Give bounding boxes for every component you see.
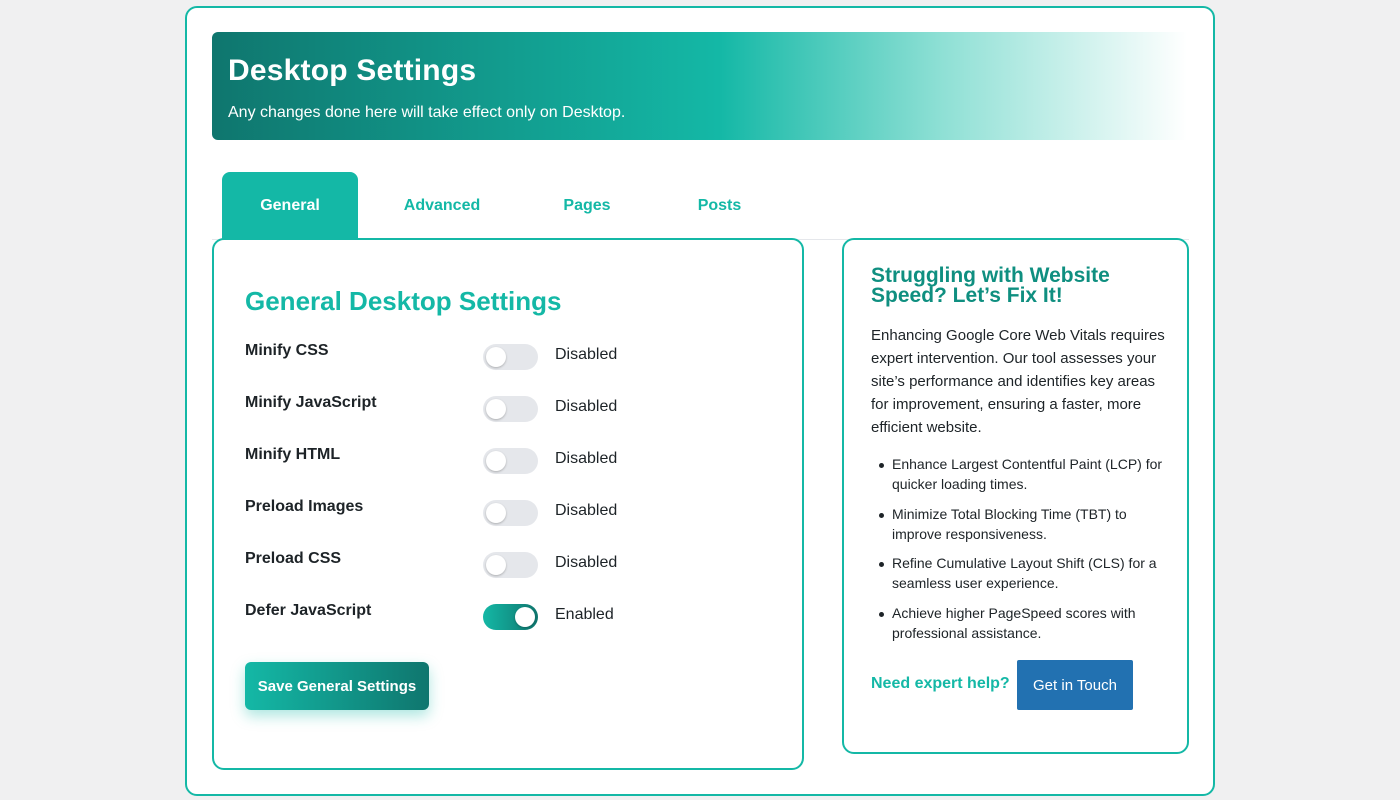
setting-row-preload-images (245, 498, 765, 534)
preload-images-toggle[interactable] (483, 500, 538, 526)
list-item: Enhance Largest Contentful Paint (LCP) for quicker loading times. (871, 454, 1171, 494)
setting-row-minify-html (245, 446, 765, 482)
promo-intro: Enhancing Google Core Web Vitals requires expert intervention. Our tool assesses your site’s performance and identifies key areas for improvement, ensuring a faster, more efficient website. (871, 327, 1165, 436)
help-prompt: Need expert help? (871, 675, 1010, 692)
get-in-touch-button[interactable]: Get in Touch (1017, 660, 1133, 710)
setting-label: Minify JavaScript (245, 394, 377, 411)
setting-status: Disabled (555, 450, 618, 467)
toggle-knob (486, 347, 506, 367)
list-item: Achieve higher PageSpeed scores with professional assistance. (871, 603, 1171, 643)
list-item: Minimize Total Blocking Time (TBT) to improve responsiveness. (871, 504, 1171, 544)
setting-row-minify-javascript (245, 394, 765, 430)
setting-status: Enabled (555, 606, 614, 623)
setting-row-minify-css (245, 342, 765, 378)
panel-title: General Desktop Settings (245, 286, 562, 316)
setting-status: Disabled (555, 502, 618, 519)
minify-html-toggle[interactable] (483, 448, 538, 474)
toggle-knob (486, 555, 506, 575)
settings-container (185, 6, 1215, 796)
page-title: Desktop Settings (228, 54, 477, 87)
toggle-knob (515, 607, 535, 627)
promo-card (842, 238, 1189, 754)
toggle-knob (486, 503, 506, 523)
setting-row-preload-css (245, 550, 765, 586)
defer-javascript-toggle[interactable] (483, 604, 538, 630)
tab-posts[interactable]: Posts (697, 197, 742, 214)
minify-css-toggle[interactable] (483, 344, 538, 370)
tab-advanced[interactable]: Advanced (403, 197, 481, 214)
setting-label: Preload CSS (245, 550, 342, 567)
setting-label: Minify HTML (245, 446, 341, 463)
general-settings-panel (212, 238, 804, 770)
tab-general[interactable]: General (222, 172, 358, 240)
setting-status: Disabled (555, 346, 618, 363)
setting-label: Preload Images (245, 498, 364, 515)
tab-bar (212, 172, 1189, 240)
promo-benefits-list (871, 454, 1171, 652)
list-item: Refine Cumulative Layout Shift (CLS) for a seamless user experience. (871, 553, 1171, 593)
toggle-knob (486, 451, 506, 471)
setting-label: Defer JavaScript (245, 602, 372, 619)
preload-css-toggle[interactable] (483, 552, 538, 578)
setting-status: Disabled (555, 554, 618, 571)
save-general-settings-button[interactable]: Save General Settings (245, 662, 429, 710)
setting-label: Minify CSS (245, 342, 329, 359)
setting-status: Disabled (555, 398, 618, 415)
setting-row-defer-javascript (245, 602, 765, 638)
page-header (212, 32, 1187, 140)
promo-title: Struggling with Website Speed? Let’s Fix It! (871, 264, 1110, 307)
toggle-knob (486, 399, 506, 419)
tab-pages[interactable]: Pages (563, 197, 611, 214)
minify-javascript-toggle[interactable] (483, 396, 538, 422)
page-subtitle: Any changes done here will take effect only on Desktop. (228, 104, 626, 121)
